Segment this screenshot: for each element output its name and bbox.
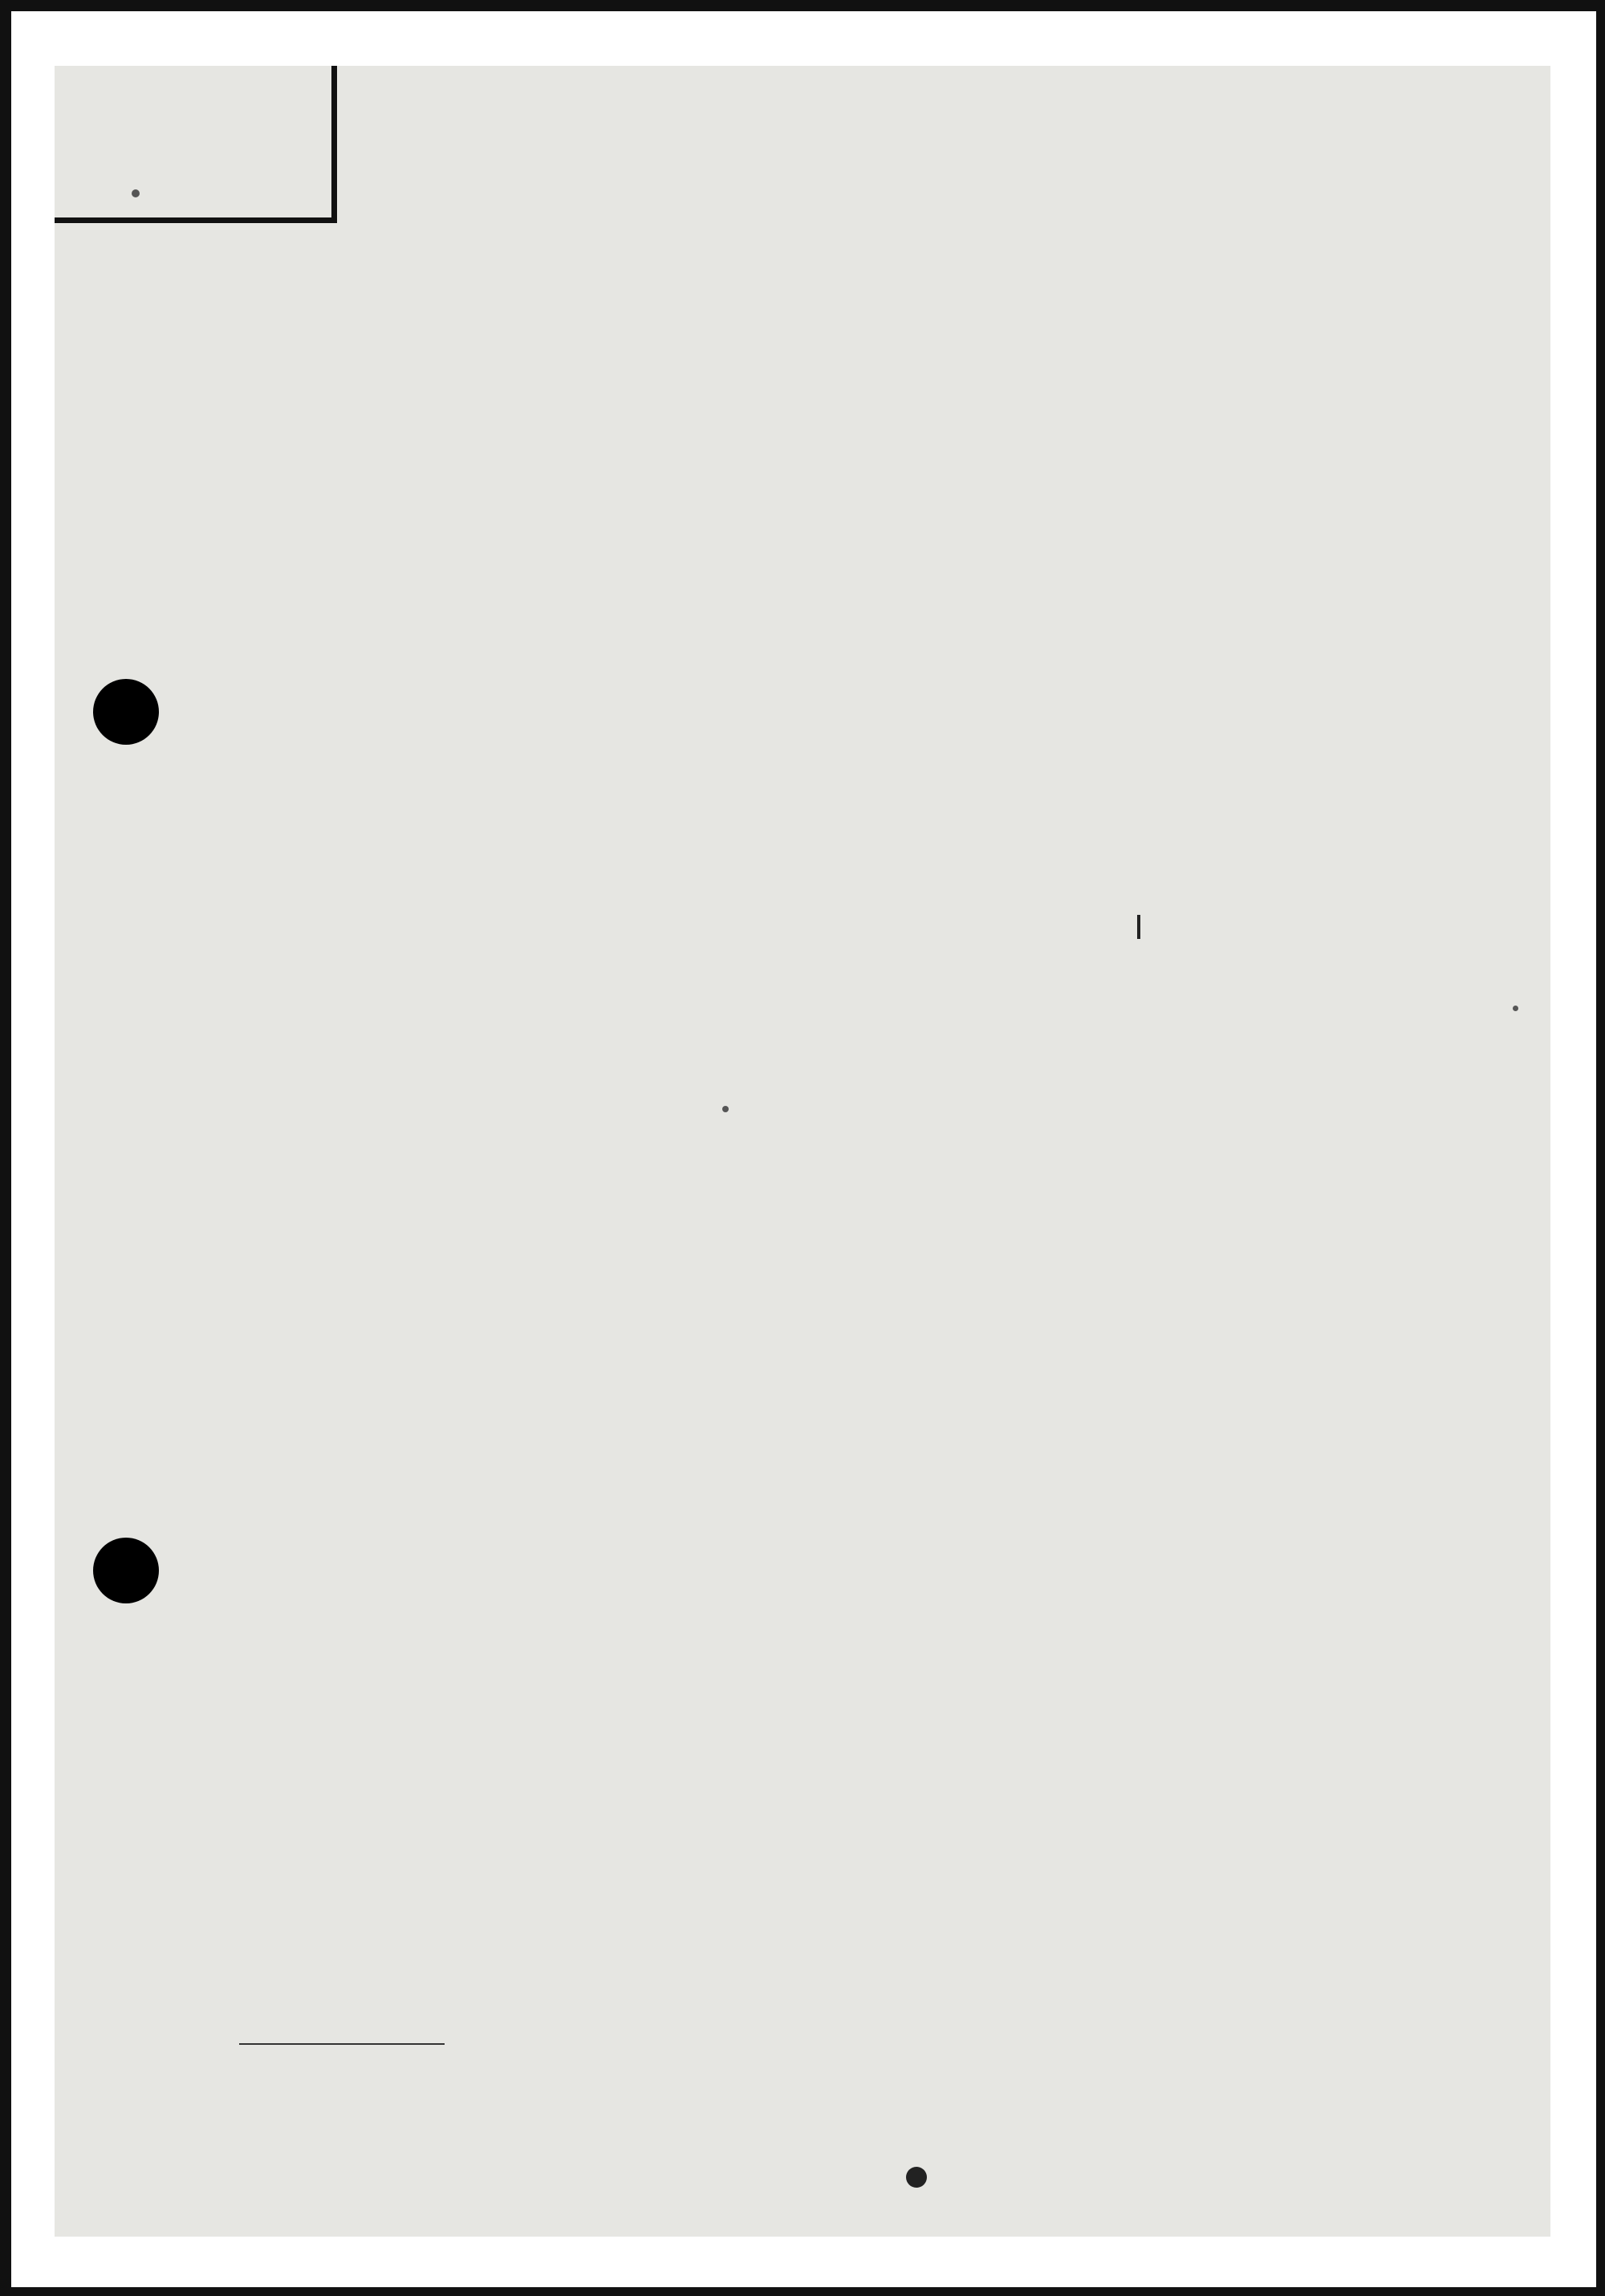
body-text — [281, 268, 1465, 274]
pen-mark — [1137, 915, 1140, 939]
punch-hole-top — [93, 679, 159, 745]
scan-border-left — [0, 0, 11, 2296]
scan-speck — [132, 189, 140, 197]
punch-hole-bottom — [93, 1538, 159, 1603]
scan-speck — [906, 2167, 927, 2188]
footnote-rule — [239, 2043, 445, 2045]
scan-speck — [722, 1106, 729, 1112]
document-page — [55, 66, 1550, 2237]
section-box — [55, 66, 337, 223]
scan-border-top — [0, 0, 1605, 11]
scan-speck — [1513, 1006, 1518, 1011]
